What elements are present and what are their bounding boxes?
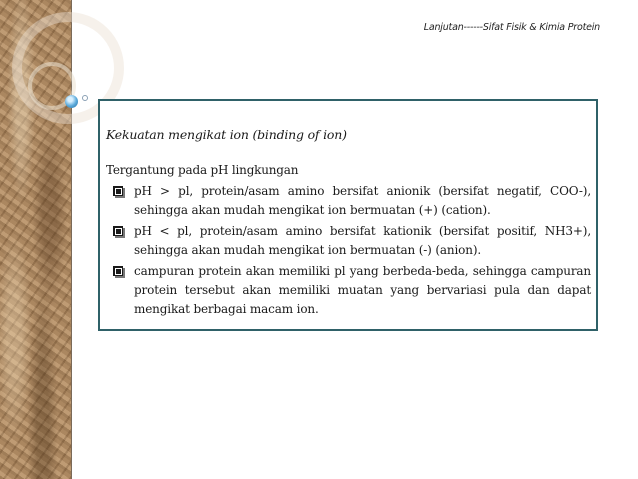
list-item xyxy=(113,262,591,319)
intro-text: Tergantung pada pH lingkungan xyxy=(106,163,299,177)
bullet-text: pH < pl, protein/asam amino bersifat kationik (bersifat positif, NH3+), sehingga akan mudah mengikat ion bermuatan (-) (anion). xyxy=(134,224,591,257)
small-circle-icon xyxy=(82,95,88,101)
blue-dot-icon xyxy=(65,95,78,108)
checkbox-icon xyxy=(113,186,123,196)
bullet-text: campuran protein akan memiliki pl yang berbeda-beda, sehingga campuran protein tersebut akan memiliki muatan yang bervariasi pula dan dapat mengikat berbagai macam ion. xyxy=(134,264,591,316)
slide-header-title: Lanjutan------Sifat Fisik & Kimia Protein xyxy=(423,22,600,33)
list-item xyxy=(113,222,591,260)
section-heading: Kekuatan mengikat ion (binding of ion) xyxy=(106,127,347,142)
checkbox-icon xyxy=(113,266,123,276)
bullet-text: pH > pl, protein/asam amino bersifat anionik (bersifat negatif, COO-), sehingga akan mudah mengikat ion bermuatan (+) (cation). xyxy=(134,184,591,217)
list-item xyxy=(113,182,591,220)
bullet-list xyxy=(113,182,591,321)
checkbox-icon xyxy=(113,226,123,236)
